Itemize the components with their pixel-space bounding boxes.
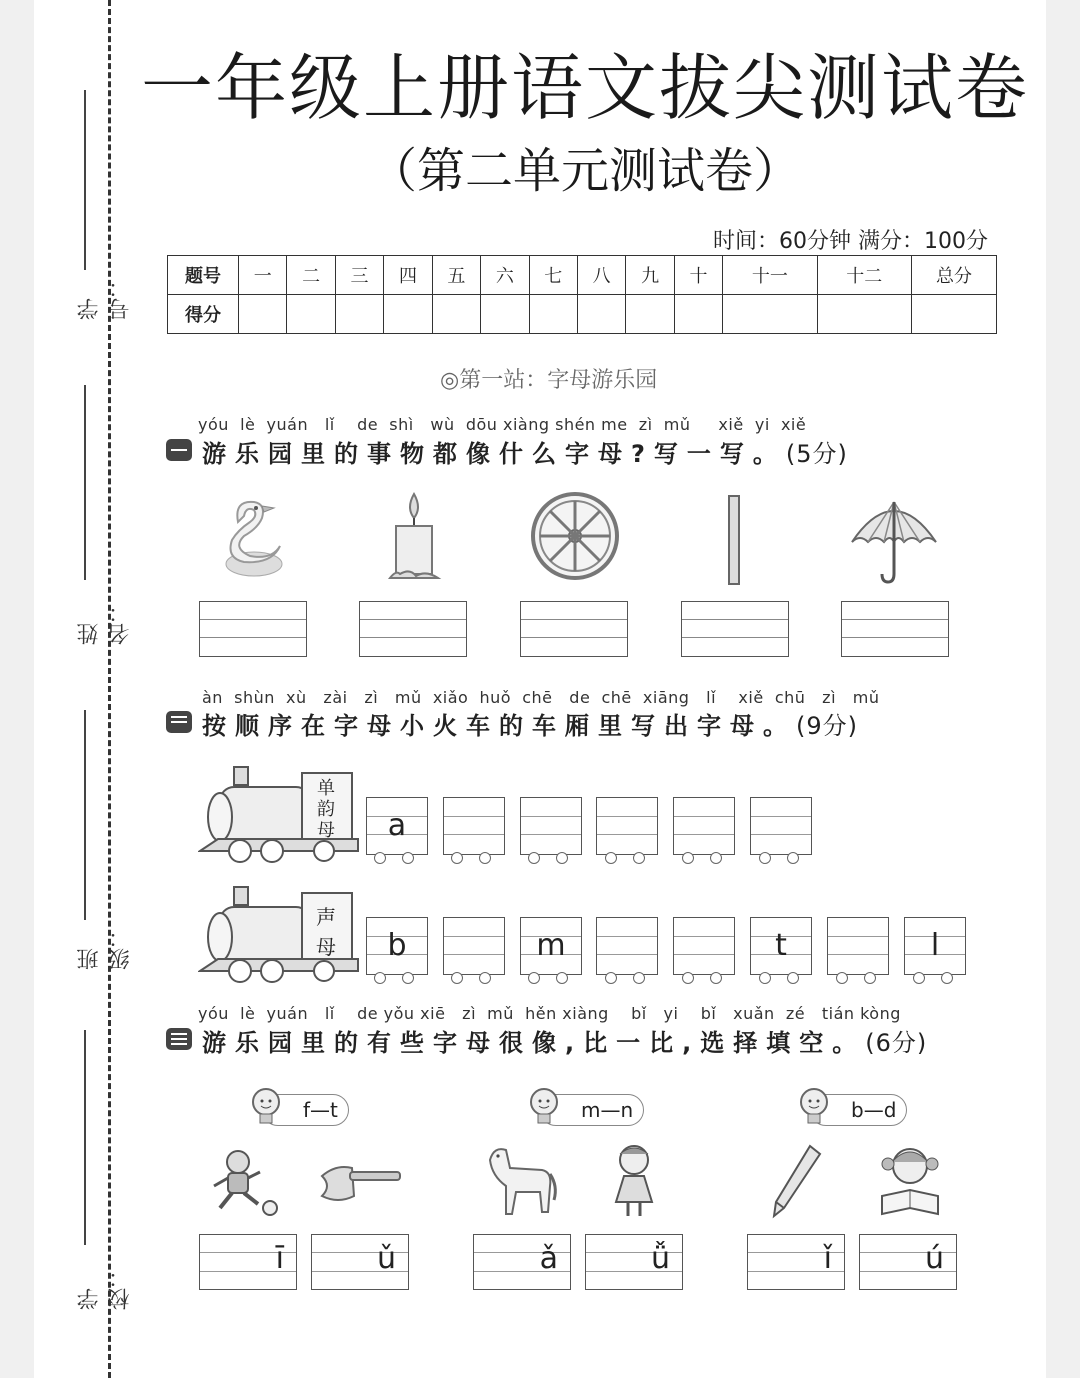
q1-text <box>202 434 848 469</box>
car-wheel <box>528 972 540 984</box>
car-wheel <box>913 972 925 984</box>
school-field <box>58 1030 133 1310</box>
score-table-cell: 六 <box>481 256 529 295</box>
score-table-cell: 四 <box>384 256 432 295</box>
hint-bubble-3 <box>810 1094 907 1126</box>
axe-icon <box>318 1160 402 1210</box>
binding-dashed-line <box>108 0 111 1378</box>
q3-answer-box[interactable] <box>585 1234 683 1290</box>
train2-car[interactable] <box>596 917 658 975</box>
train2-car[interactable] <box>366 917 428 975</box>
car-wheel <box>836 972 848 984</box>
hint-text: m—n <box>581 1098 634 1122</box>
class-label: 班级： <box>77 926 133 970</box>
q1-answer-box-1[interactable] <box>199 601 307 657</box>
car-wheel <box>787 852 799 864</box>
kicking-ball-boy-icon <box>206 1148 292 1218</box>
q2-text <box>202 706 858 741</box>
class-line[interactable] <box>84 710 86 920</box>
score-table-cell: 三 <box>335 256 383 295</box>
car-wheel <box>556 972 568 984</box>
train1-car[interactable] <box>520 797 582 855</box>
name-label: 姓名： <box>77 601 133 645</box>
score-table-cell: 总分 <box>912 256 997 295</box>
hint-text: b—d <box>851 1098 897 1122</box>
score-input-cell[interactable] <box>626 295 674 334</box>
q3-answer-box[interactable] <box>747 1234 845 1290</box>
train2-car[interactable] <box>750 917 812 975</box>
car-letter: m <box>536 928 566 963</box>
score-table-header-row <box>168 256 997 295</box>
car-wheel <box>556 852 568 864</box>
score-input-cell[interactable] <box>674 295 722 334</box>
pencil-icon <box>770 1142 824 1220</box>
page-title: 一年级上册语文拔尖测试卷 <box>140 46 1029 130</box>
train2-car[interactable] <box>904 917 966 975</box>
car-wheel <box>710 852 722 864</box>
train2-car[interactable] <box>827 917 889 975</box>
stick-icon <box>726 494 742 586</box>
car-wheel <box>710 972 722 984</box>
name-field <box>58 385 133 645</box>
q2-number-icon <box>166 711 192 733</box>
q3-answer-box[interactable] <box>859 1234 957 1290</box>
tone-vowel: ǎ <box>539 1241 558 1276</box>
score-table-cell: 题号 <box>168 256 239 295</box>
train1-car[interactable] <box>750 797 812 855</box>
car-wheel <box>682 852 694 864</box>
q1-number-icon <box>166 439 192 461</box>
q1-answer-box-3[interactable] <box>520 601 628 657</box>
score-input-cell[interactable] <box>529 295 577 334</box>
score-input-cell[interactable] <box>817 295 911 334</box>
page-subtitle: （第二单元测试卷） <box>368 143 801 199</box>
car-wheel <box>374 972 386 984</box>
score-table-cell: 一 <box>239 256 287 295</box>
car-wheel <box>605 852 617 864</box>
score-table-cell: 十 <box>674 256 722 295</box>
score-table-score-row <box>168 295 997 334</box>
hint-bubble-2 <box>540 1094 644 1126</box>
tone-vowel: ú <box>924 1241 944 1276</box>
score-input-cell[interactable] <box>384 295 432 334</box>
train1-label: 单韵母 <box>317 778 335 841</box>
score-table-cell: 十二 <box>817 256 911 295</box>
car-wheel <box>528 852 540 864</box>
train1-car[interactable] <box>366 797 428 855</box>
horse-icon <box>480 1142 560 1220</box>
car-wheel <box>864 972 876 984</box>
score-input-cell[interactable] <box>239 295 287 334</box>
score-input-cell[interactable] <box>432 295 480 334</box>
school-label: 学校： <box>77 1266 133 1310</box>
q1-answer-box-4[interactable] <box>681 601 789 657</box>
student-number-line[interactable] <box>84 90 86 270</box>
hint-bubble-1 <box>262 1094 349 1126</box>
score-input-cell[interactable] <box>577 295 625 334</box>
car-wheel <box>633 852 645 864</box>
class-field <box>58 710 133 970</box>
q1-points: (5分) <box>785 440 848 468</box>
car-wheel <box>633 972 645 984</box>
car-wheel <box>479 852 491 864</box>
tone-vowel: ǔ <box>376 1241 396 1276</box>
q3-points: (6分) <box>865 1029 928 1057</box>
reading-girl-icon <box>876 1144 944 1222</box>
wheel-icon <box>529 490 621 582</box>
train1-car[interactable] <box>596 797 658 855</box>
car-wheel <box>479 972 491 984</box>
q2-question: 按顺序在字母小火车的车厢里写出字母。 <box>202 712 796 740</box>
station-heading: ◎第一站：字母游乐园 <box>440 368 658 393</box>
car-wheel <box>402 972 414 984</box>
score-input-cell[interactable] <box>912 295 997 334</box>
car-wheel <box>451 972 463 984</box>
score-table-cell: 九 <box>626 256 674 295</box>
train2-car[interactable] <box>520 917 582 975</box>
q2-pinyin: àn shùn xù zài zì mǔ xiǎo huǒ chē de chē xiāng lǐ xiě chū zì mǔ <box>202 688 880 707</box>
car-wheel <box>787 972 799 984</box>
car-wheel <box>941 972 953 984</box>
tone-vowel: ī <box>275 1241 284 1276</box>
tone-vowel: ǐ <box>823 1241 832 1276</box>
car-wheel <box>682 972 694 984</box>
car-letter: t <box>775 928 787 963</box>
q3-text <box>202 1023 927 1058</box>
score-table-cell: 十一 <box>723 256 817 295</box>
score-row-label: 得分 <box>168 295 239 334</box>
score-input-cell[interactable] <box>335 295 383 334</box>
q3-question: 游乐园里的有些字母很像,比一比,选择填空。 <box>202 1029 866 1057</box>
score-input-cell[interactable] <box>723 295 817 334</box>
score-table-cell: 七 <box>529 256 577 295</box>
score-table-cell: 五 <box>432 256 480 295</box>
girl-icon <box>606 1142 662 1220</box>
time-and-score-info: 时间：60分钟 满分：100分 <box>713 229 988 254</box>
score-table-cell: 八 <box>577 256 625 295</box>
student-number-field <box>58 90 133 320</box>
school-line[interactable] <box>84 1030 86 1245</box>
q3-answer-box[interactable] <box>473 1234 571 1290</box>
car-letter: l <box>930 928 940 963</box>
umbrella-icon <box>846 494 942 586</box>
q2-points: (9分) <box>796 712 858 740</box>
name-line[interactable] <box>84 385 86 580</box>
candle-icon <box>386 490 442 584</box>
lightbulb-icon <box>527 1087 561 1127</box>
student-number-label: 学号： <box>77 276 133 320</box>
car-wheel <box>451 852 463 864</box>
train2-car[interactable] <box>443 917 505 975</box>
score-input-cell[interactable] <box>481 295 529 334</box>
q3-answer-box[interactable] <box>199 1234 297 1290</box>
lightbulb-icon <box>249 1087 283 1127</box>
car-wheel <box>605 972 617 984</box>
q3-answer-box[interactable] <box>311 1234 409 1290</box>
car-wheel <box>374 852 386 864</box>
car-letter: b <box>387 928 407 963</box>
score-table <box>167 255 997 334</box>
car-wheel <box>759 972 771 984</box>
score-input-cell[interactable] <box>287 295 335 334</box>
train1-car[interactable] <box>673 797 735 855</box>
lightbulb-icon <box>797 1087 831 1127</box>
q1-question: 游乐园里的事物都像什么字母?写一写。 <box>202 440 786 468</box>
swan-icon <box>214 492 294 584</box>
hint-text: f—t <box>303 1098 338 1122</box>
q1-answer-box-5[interactable] <box>841 601 949 657</box>
score-table-cell: 二 <box>287 256 335 295</box>
train2-label: 声母 <box>316 905 336 959</box>
q3-number-icon <box>166 1028 192 1050</box>
q1-answer-box-2[interactable] <box>359 601 467 657</box>
car-wheel <box>759 852 771 864</box>
train2-car[interactable] <box>673 917 735 975</box>
q3-pinyin: yóu lè yuán lǐ de yǒu xiē zì mǔ hěn xiàng bǐ yi bǐ xuǎn zé tián kòng <box>198 1004 901 1023</box>
car-letter: a <box>387 808 407 843</box>
tone-vowel: ǚ <box>650 1241 670 1276</box>
car-wheel <box>402 852 414 864</box>
q1-pinyin: yóu lè yuán lǐ de shì wù dōu xiàng shén me zì mǔ xiě yi xiě <box>198 415 807 434</box>
train1-car[interactable] <box>443 797 505 855</box>
